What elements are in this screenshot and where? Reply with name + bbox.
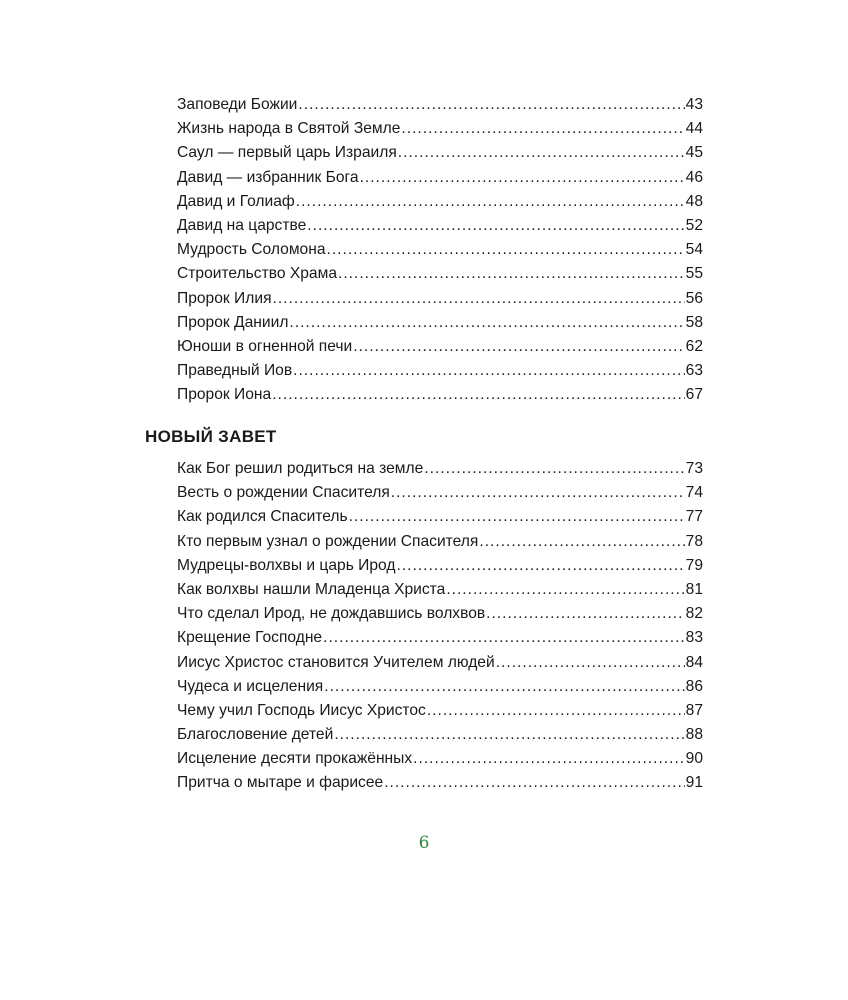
toc-dot-leader (486, 602, 684, 626)
toc-entry-page: 86 (685, 677, 703, 695)
toc-entry-title: Давид — избранник Бога (177, 168, 359, 186)
toc-dot-leader (360, 166, 685, 190)
toc-entry-title: Притча о мытаре и фарисее (177, 774, 384, 792)
toc-entry-page: 62 (685, 337, 703, 355)
page-number: 6 (418, 833, 430, 853)
toc-dot-leader (323, 626, 685, 650)
toc-entry (177, 602, 703, 626)
toc-entry (177, 457, 703, 481)
toc-entry-title: Как волхвы нашли Младенца Христа (177, 580, 446, 598)
toc-entry-page: 90 (685, 750, 703, 768)
toc-dot-leader (391, 481, 685, 505)
section-heading-new-testament: НОВЫЙ ЗАВЕТ (145, 427, 277, 446)
toc-entry-title: Исцеление десяти прокажённых (177, 750, 413, 768)
toc-dot-leader (289, 311, 684, 335)
toc-entry-title: Заповеди Божии (177, 96, 298, 113)
toc-dot-leader (324, 675, 684, 699)
toc-entry (177, 238, 703, 262)
toc-dot-leader (401, 117, 684, 141)
toc-dot-leader (496, 651, 685, 675)
toc-dot-leader (307, 214, 684, 238)
toc-entry-title: Праведный Иов (177, 362, 293, 380)
toc-entry-page: 91 (685, 774, 703, 792)
toc-entry-page: 56 (685, 289, 703, 307)
toc-entry-page: 46 (685, 168, 703, 186)
toc-entry (177, 554, 703, 578)
toc-entry (177, 505, 703, 529)
toc-dot-leader (293, 359, 685, 383)
toc-entry (177, 530, 703, 554)
toc-dot-leader (413, 747, 684, 771)
toc-entry (177, 359, 703, 383)
toc-dot-leader (353, 335, 684, 359)
toc-entry-page: 79 (685, 556, 703, 574)
toc-entry-title: Чудеса и исцеления (177, 677, 324, 695)
toc-entry-title: Благословение детей (177, 726, 334, 744)
toc-entry-title: Пророк Даниил (177, 313, 289, 331)
toc-entry (177, 166, 703, 190)
toc-entry-page: 81 (685, 580, 703, 598)
toc-entry-title: Мудрецы-волхвы и царь Ирод (177, 556, 396, 574)
toc-entry-page: 54 (685, 241, 703, 259)
toc-entry-title: Юноши в огненной печи (177, 337, 353, 355)
toc-entry-title: Строительство Храма (177, 265, 337, 283)
toc-entry (177, 311, 703, 335)
toc-entry-page: 83 (685, 629, 703, 647)
toc-dot-leader (298, 93, 684, 117)
toc-entry-page: 88 (685, 726, 703, 744)
toc-dot-leader (446, 578, 684, 602)
toc-entry (177, 383, 703, 407)
toc-entry-title: Давид на царстве (177, 216, 307, 234)
toc-dot-leader (479, 530, 684, 554)
toc-entry-page: 84 (685, 653, 703, 671)
toc-dot-leader (338, 262, 685, 286)
toc-entry-title: Что сделал Ирод, не дождавшись волхвов (177, 605, 486, 623)
toc-entry-page: 63 (685, 362, 703, 380)
toc-entry-page: 73 (685, 460, 703, 477)
toc-dot-leader (296, 190, 685, 214)
toc-entry (177, 723, 703, 747)
toc-entry-title: Саул — первый царь Израиля (177, 144, 397, 162)
toc-entry-page: 43 (685, 96, 703, 113)
toc-dot-leader (427, 699, 685, 723)
toc-entry-title: Иисус Христос становится Учителем людей (177, 653, 495, 671)
toc-dot-leader (398, 141, 685, 165)
toc-entry-title: Весть о рождении Спасителя (177, 484, 390, 502)
toc-new-testament-list (177, 457, 703, 796)
toc-entry-page: 48 (685, 192, 703, 210)
toc-entry (177, 651, 703, 675)
toc-entry (177, 214, 703, 238)
toc-entry (177, 335, 703, 359)
toc-dot-leader (272, 383, 684, 407)
toc-dot-leader (334, 723, 684, 747)
toc-dot-leader (396, 554, 684, 578)
toc-entry-page: 45 (685, 144, 703, 162)
toc-entry-page: 58 (685, 313, 703, 331)
toc-entry (177, 262, 703, 286)
toc-entry-page: 82 (685, 605, 703, 623)
toc-entry-page: 77 (685, 508, 703, 526)
toc-entry-title: Давид и Голиаф (177, 192, 295, 210)
toc-entry (177, 771, 703, 795)
toc-entry-page: 78 (685, 532, 703, 550)
toc-entry (177, 626, 703, 650)
toc-entry (177, 117, 703, 141)
toc-dot-leader (273, 287, 685, 311)
toc-entry-title: Чему учил Господь Иисус Христос (177, 701, 426, 719)
toc-entry (177, 93, 703, 117)
toc-entry-title: Мудрость Соломона (177, 241, 326, 259)
toc-entry (177, 747, 703, 771)
toc-entry-page: 67 (685, 386, 703, 404)
toc-old-testament-list (177, 93, 703, 407)
toc-entry (177, 675, 703, 699)
toc-entry (177, 578, 703, 602)
toc-entry-page: 55 (685, 265, 703, 283)
toc-entry-page: 74 (685, 484, 703, 502)
toc-entry-title: Жизнь народа в Святой Земле (177, 120, 401, 138)
toc-entry-title: Кто первым узнал о рождении Спасителя (177, 532, 479, 550)
toc-dot-leader (327, 238, 685, 262)
toc-entry-page: 87 (685, 701, 703, 719)
toc-entry-title: Как Бог решил родиться на земле (177, 460, 424, 477)
toc-entry (177, 141, 703, 165)
toc-entry-title: Пророк Иона (177, 386, 272, 404)
toc-entry-title: Крещение Господне (177, 629, 323, 647)
toc-dot-leader (349, 505, 685, 529)
toc-entry (177, 287, 703, 311)
toc-entry-title: Как родился Спаситель (177, 508, 348, 526)
toc-dot-leader (384, 771, 684, 795)
toc-entry-page: 44 (685, 120, 703, 138)
toc-entry (177, 190, 703, 214)
toc-entry-title: Пророк Илия (177, 289, 272, 307)
toc-dot-leader (424, 457, 684, 481)
toc-entry-page: 52 (685, 216, 703, 234)
toc-entry (177, 699, 703, 723)
toc-entry (177, 481, 703, 505)
